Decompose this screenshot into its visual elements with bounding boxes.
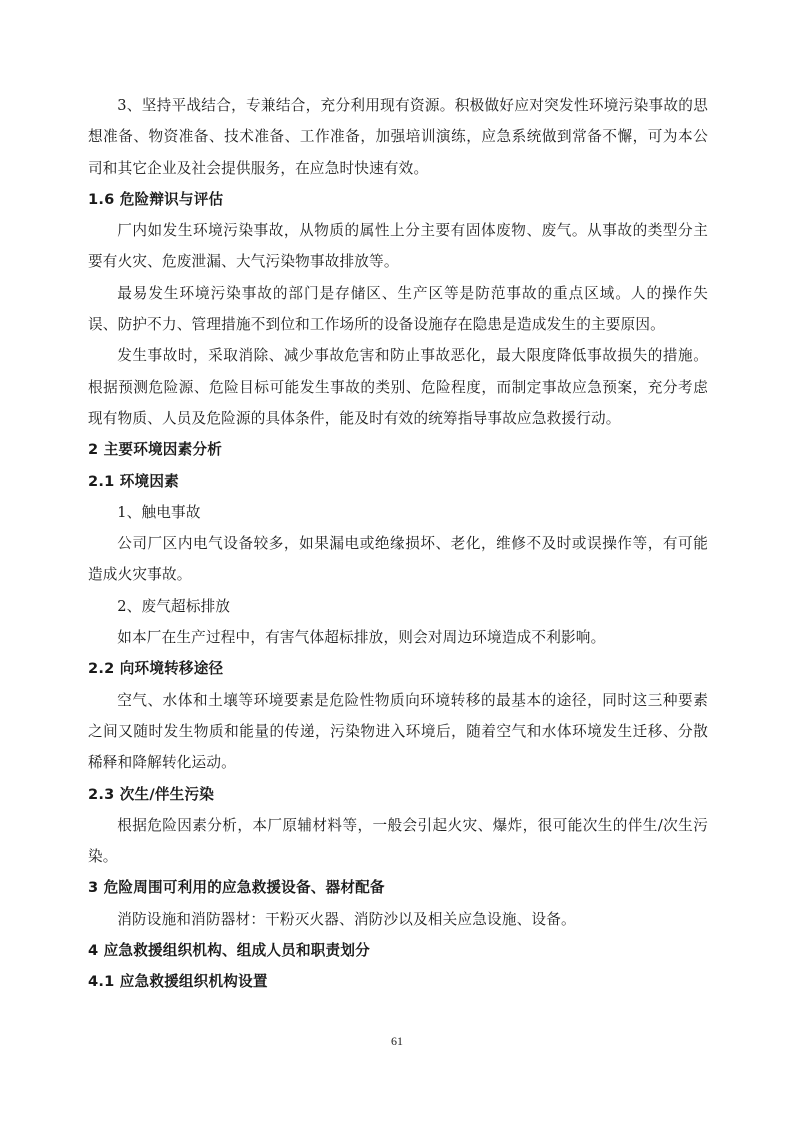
document-body xyxy=(88,90,708,998)
section-heading-2-3: 2.3 次生/伴生污染 xyxy=(88,785,215,803)
paragraph-accident-types: 厂内如发生环境污染事故，从物质的属性上分主要有固体废物、废气。从事故的类型分主要有火灾、危废泄漏、大气污染物事故排放等。 xyxy=(88,222,708,271)
paragraph-fire-equipment: 消防设施和消防器材：干粉灭火器、消防沙以及相关应急设施、设备。 xyxy=(117,910,576,928)
paragraph-electrical-risk: 公司厂区内电气设备较多，如果漏电或绝缘损坏、老化，维修不及时或误操作等，有可能造成火灾事故。 xyxy=(88,535,708,584)
section-heading-1-6: 1.6 危险辩识与评估 xyxy=(88,190,224,208)
section-heading-2-1: 2.1 环境因素 xyxy=(88,472,179,490)
section-heading-2-2: 2.2 向环境转移途径 xyxy=(88,660,224,678)
list-item-exhaust-emission: 2、废气超标排放 xyxy=(117,597,231,615)
section-heading-3: 3 危险周围可利用的应急救援设备、器材配备 xyxy=(88,879,385,897)
list-item-electric-shock: 1、触电事故 xyxy=(117,503,201,521)
section-heading-4: 4 应急救援组织机构、组成人员和职责划分 xyxy=(88,942,370,960)
paragraph-exhaust-risk: 如本厂在生产过程中，有害气体超标排放，则会对周边环境造成不利影响。 xyxy=(117,629,606,647)
paragraph-response-measures: 发生事故时，采取消除、减少事故危害和防止事故恶化，最大限度降低事故损失的措施。根据预测危险源、危险目标可能发生事故的类别、危险程度，而制定事故应急预案，充分考虑现有物质、人员及危险源的具体条件，能及时有效的统筹指导事故应急救援行动。 xyxy=(88,347,708,427)
paragraph-secondary-pollution: 根据危险因素分析，本厂原辅材料等，一般会引起火灾、爆炸，很可能次生的伴生/次生污染。 xyxy=(88,816,708,866)
section-heading-2: 2 主要环境因素分析 xyxy=(88,441,222,459)
section-heading-4-1: 4.1 应急救援组织机构设置 xyxy=(88,973,268,991)
paragraph-transfer-paths: 空气、水体和土壤等环境要素是危险性物质向环境转移的最基本的途径，同时这三种要素之间又随时发生物质和能量的传递，污染物进入环境后，随着空气和水体环境发生迁移、分散稀释和降解转化运动。 xyxy=(88,691,708,772)
paragraph-principle-3: 3、坚持平战结合，专兼结合，充分利用现有资源。积极做好应对突发性环境污染事故的思想准备、物资准备、技术准备、工作准备，加强培训演练，应急系统做到常备不懈，可为本公司和其它企业及社会提供服务，在应急时快速有效。 xyxy=(88,97,708,177)
page-number: 61 xyxy=(391,1034,403,1048)
paragraph-key-areas: 最易发生环境污染事故的部门是存储区、生产区等是防范事故的重点区域。人的操作失误、防护不力、管理措施不到位和工作场所的设备设施存在隐患是造成发生的主要原因。 xyxy=(88,284,708,334)
